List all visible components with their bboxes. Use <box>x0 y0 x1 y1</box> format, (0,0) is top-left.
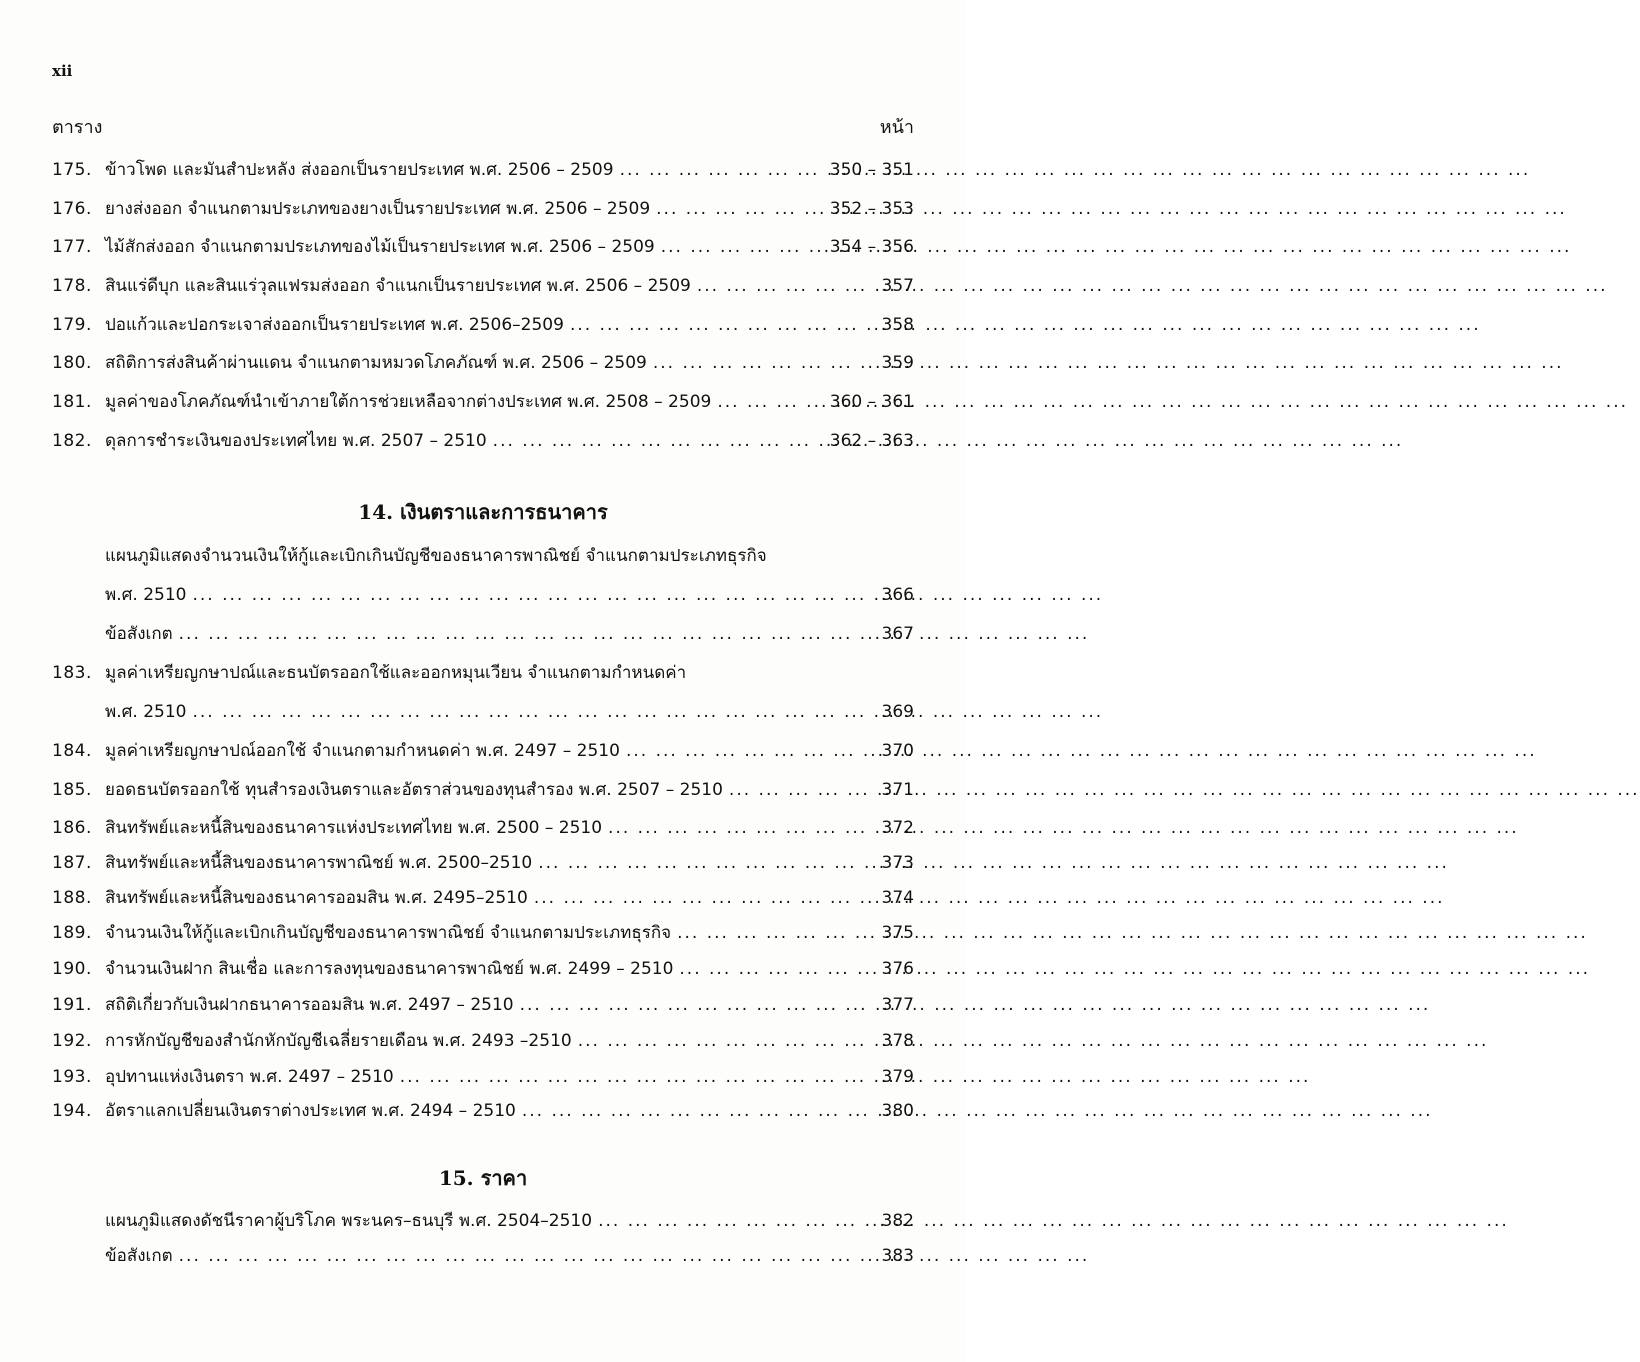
entry-number: 180. <box>52 353 92 373</box>
entry-page: 380 <box>881 1101 914 1121</box>
toc-entry <box>52 388 914 420</box>
entry-page: 375 <box>881 923 914 943</box>
leader-dots <box>522 1101 876 1121</box>
entry-number: 188. <box>52 888 92 908</box>
entry-title: ยอดธนบัตรออกใช้ ทุนสำรองเงินตราและอัตราส่วนของทุนสำรอง พ.ศ. 2507 – 2510 <box>105 780 723 800</box>
entry-number: 182. <box>52 431 92 451</box>
entry-page: 360 – 361 <box>829 392 914 412</box>
section-heading: 14. เงินตราและการธนาคาร <box>358 500 608 524</box>
entry-number: 192. <box>52 1031 92 1051</box>
entry-number: 176. <box>52 199 92 219</box>
chart-entry-line: แผนภูมิแสดงจำนวนเงินให้กู้และเบิกเกินบัญชีของธนาคารพาณิชย์ จำแนกตามประเภทธุรกิจ <box>105 546 767 566</box>
entry-title: มูลค่าเหรียญกษาปณ์ออกใช้ จำแนกตามกำหนดค่า พ.ศ. 2497 – 2510 <box>105 741 620 761</box>
entry-number: 191. <box>52 995 92 1015</box>
leader-dots <box>538 853 875 873</box>
entry-title: จำนวนเงินให้กู้และเบิกเกินบัญชีของธนาคารพาณิชย์ จำแนกตามประเภทธุรกิจ <box>105 923 672 943</box>
entry-page: 374 <box>881 888 914 908</box>
entry-number: 179. <box>52 315 92 335</box>
entry-number: 193. <box>52 1067 92 1087</box>
leader-dots <box>717 392 823 412</box>
entry-page: 370 <box>881 741 914 761</box>
entry-page: 357 <box>881 276 914 296</box>
leader-dots <box>608 818 876 838</box>
leader-dots <box>679 959 875 979</box>
entry-number: 189. <box>52 923 92 943</box>
entry-title: ข้อสังเกต <box>105 624 173 644</box>
entry-page: 372 <box>881 818 914 838</box>
entry-page: 367 <box>881 624 914 644</box>
entry-title: การหักบัญชีของสำนักหักบัญชีเฉลี่ยรายเดือน พ.ศ. 2493 –2510 <box>105 1031 572 1051</box>
toc-entry <box>52 311 914 343</box>
entry-title: ยางส่งออก จำแนกตามประเภทของยางเป็นรายประเทศ พ.ศ. 2506 – 2509 <box>105 199 651 219</box>
entry-page: 350 – 351 <box>829 160 914 180</box>
leader-dots <box>729 780 876 800</box>
toc-entry <box>105 698 914 730</box>
toc-entry <box>52 1063 914 1095</box>
toc-entry <box>52 272 914 304</box>
section-heading: 15. ราคา <box>438 1166 528 1190</box>
entry-number: 183. <box>52 663 92 683</box>
leader-dots <box>520 995 876 1015</box>
entry-title: อุปทานแห่งเงินตรา พ.ศ. 2497 – 2510 <box>105 1067 394 1087</box>
toc-entry <box>52 955 914 987</box>
entry-page: 377 <box>881 995 914 1015</box>
entry-page: 352 – 353 <box>829 199 914 219</box>
toc-entry <box>52 1097 914 1129</box>
leader-dots <box>179 624 876 644</box>
entry-page: 369 <box>881 702 914 722</box>
entry-title: แผนภูมิแสดงดัชนีราคาผู้บริโภค พระนคร–ธนบุรี พ.ศ. 2504–2510 <box>105 1211 593 1231</box>
toc-entry <box>52 919 914 951</box>
toc-entry <box>52 884 914 916</box>
entry-title: มูลค่าของโภคภัณฑ์นำเข้าภายใต้การช่วยเหลือจากต่างประเทศ พ.ศ. 2508 – 2509 <box>105 392 712 412</box>
entry-number: 185. <box>52 780 92 800</box>
column-header-table: ตาราง <box>52 117 103 138</box>
toc-entry <box>52 195 914 227</box>
leader-dots <box>493 431 824 451</box>
entry-title: อัตราแลกเปลี่ยนเงินตราต่างประเทศ พ.ศ. 2494 – 2510 <box>105 1101 516 1121</box>
toc-entry <box>105 1207 914 1239</box>
entry-title: สินแร่ดีบุก และสินแร่วุลแฟรมส่งออก จำแนกเป็นรายประเทศ พ.ศ. 2506 – 2509 <box>105 276 691 296</box>
leader-dots <box>697 276 876 296</box>
entry-title: ไม้สักส่งออก จำแนกตามประเภทของไม้เป็นรายประเทศ พ.ศ. 2506 – 2509 <box>105 237 655 257</box>
entry-title: สินทรัพย์และหนี้สินของธนาคารแห่งประเทศไทย พ.ศ. 2500 – 2510 <box>105 818 603 838</box>
leader-dots <box>534 888 876 908</box>
entry-title: สินทรัพย์และหนี้สินของธนาคารออมสิน พ.ศ. 2495–2510 <box>105 888 528 908</box>
entry-number: 178. <box>52 276 92 296</box>
entry-page: 362 – 363 <box>829 431 914 451</box>
entry-number: 194. <box>52 1101 92 1121</box>
entry-page: 359 <box>881 353 914 373</box>
entry-title: ข้อสังเกต <box>105 1246 173 1266</box>
entry-number: 187. <box>52 853 92 873</box>
entry-page: 366 <box>881 585 914 605</box>
leader-dots <box>400 1067 876 1087</box>
entry-page: 382 <box>881 1211 914 1231</box>
entry-page: 371 <box>881 780 914 800</box>
toc-entry <box>52 233 914 265</box>
toc-entry <box>52 1027 914 1059</box>
entry-number: 177. <box>52 237 92 257</box>
page-number: xii <box>52 62 73 80</box>
entry-page: 379 <box>881 1067 914 1087</box>
leader-dots <box>620 160 824 180</box>
leader-dots <box>570 315 876 335</box>
toc-entry <box>105 620 914 652</box>
leader-dots <box>626 741 876 761</box>
entry-title: สถิติการส่งสินค้าผ่านแดน จำแนกตามหมวดโภคภัณฑ์ พ.ศ. 2506 – 2509 <box>105 353 647 373</box>
entry-page: 373 <box>881 853 914 873</box>
leader-dots <box>677 923 875 943</box>
entry-page: 354 – 356 <box>829 237 914 257</box>
toc-entry <box>52 156 914 188</box>
entry-title: ดุลการชำระเงินของประเทศไทย พ.ศ. 2507 – 2510 <box>105 431 487 451</box>
leader-dots <box>598 1211 875 1231</box>
toc-entry <box>52 349 914 381</box>
entry-title: มูลค่าเหรียญกษาปณ์และธนบัตรออกใช้และออกหมุนเวียน จำแนกตามกำหนดค่า <box>105 663 687 683</box>
entry-page: 378 <box>881 1031 914 1051</box>
toc-entry <box>105 581 914 613</box>
toc-entry <box>52 659 914 691</box>
leader-dots <box>653 353 876 373</box>
toc-entry <box>52 737 914 769</box>
toc-entry <box>52 776 914 808</box>
entry-title: พ.ศ. 2510 <box>105 702 187 722</box>
toc-entry <box>105 1242 914 1274</box>
toc-entry <box>52 814 914 846</box>
entry-page: 376 <box>881 959 914 979</box>
leader-dots <box>656 199 824 219</box>
leader-dots <box>192 702 875 722</box>
leader-dots <box>661 237 824 257</box>
entry-title: ข้าวโพด และมันสำปะหลัง ส่งออกเป็นรายประเทศ พ.ศ. 2506 – 2509 <box>105 160 614 180</box>
toc-entry <box>52 427 914 459</box>
entry-number: 190. <box>52 959 92 979</box>
column-header-page: หน้า <box>879 117 914 138</box>
entry-page: 358 <box>881 315 914 335</box>
entry-number: 175. <box>52 160 92 180</box>
toc-entry <box>52 991 914 1023</box>
entry-title: สถิติเกี่ยวกับเงินฝากธนาคารออมสิน พ.ศ. 2497 – 2510 <box>105 995 514 1015</box>
leader-dots <box>578 1031 876 1051</box>
entry-title: จำนวนเงินฝาก สินเชื่อ และการลงทุนของธนาคารพาณิชย์ พ.ศ. 2499 – 2510 <box>105 959 674 979</box>
entry-title: สินทรัพย์และหนี้สินของธนาคารพาณิชย์ พ.ศ. 2500–2510 <box>105 853 533 873</box>
entry-page: 383 <box>881 1246 914 1266</box>
entry-number: 181. <box>52 392 92 412</box>
leader-dots <box>192 585 875 605</box>
entry-number: 184. <box>52 741 92 761</box>
leader-dots <box>179 1246 876 1266</box>
entry-title: พ.ศ. 2510 <box>105 585 187 605</box>
toc-entry <box>52 849 914 881</box>
entry-number: 186. <box>52 818 92 838</box>
entry-title: ปอแก้วและปอกระเจาส่งออกเป็นรายประเทศ พ.ศ. 2506–2509 <box>105 315 564 335</box>
